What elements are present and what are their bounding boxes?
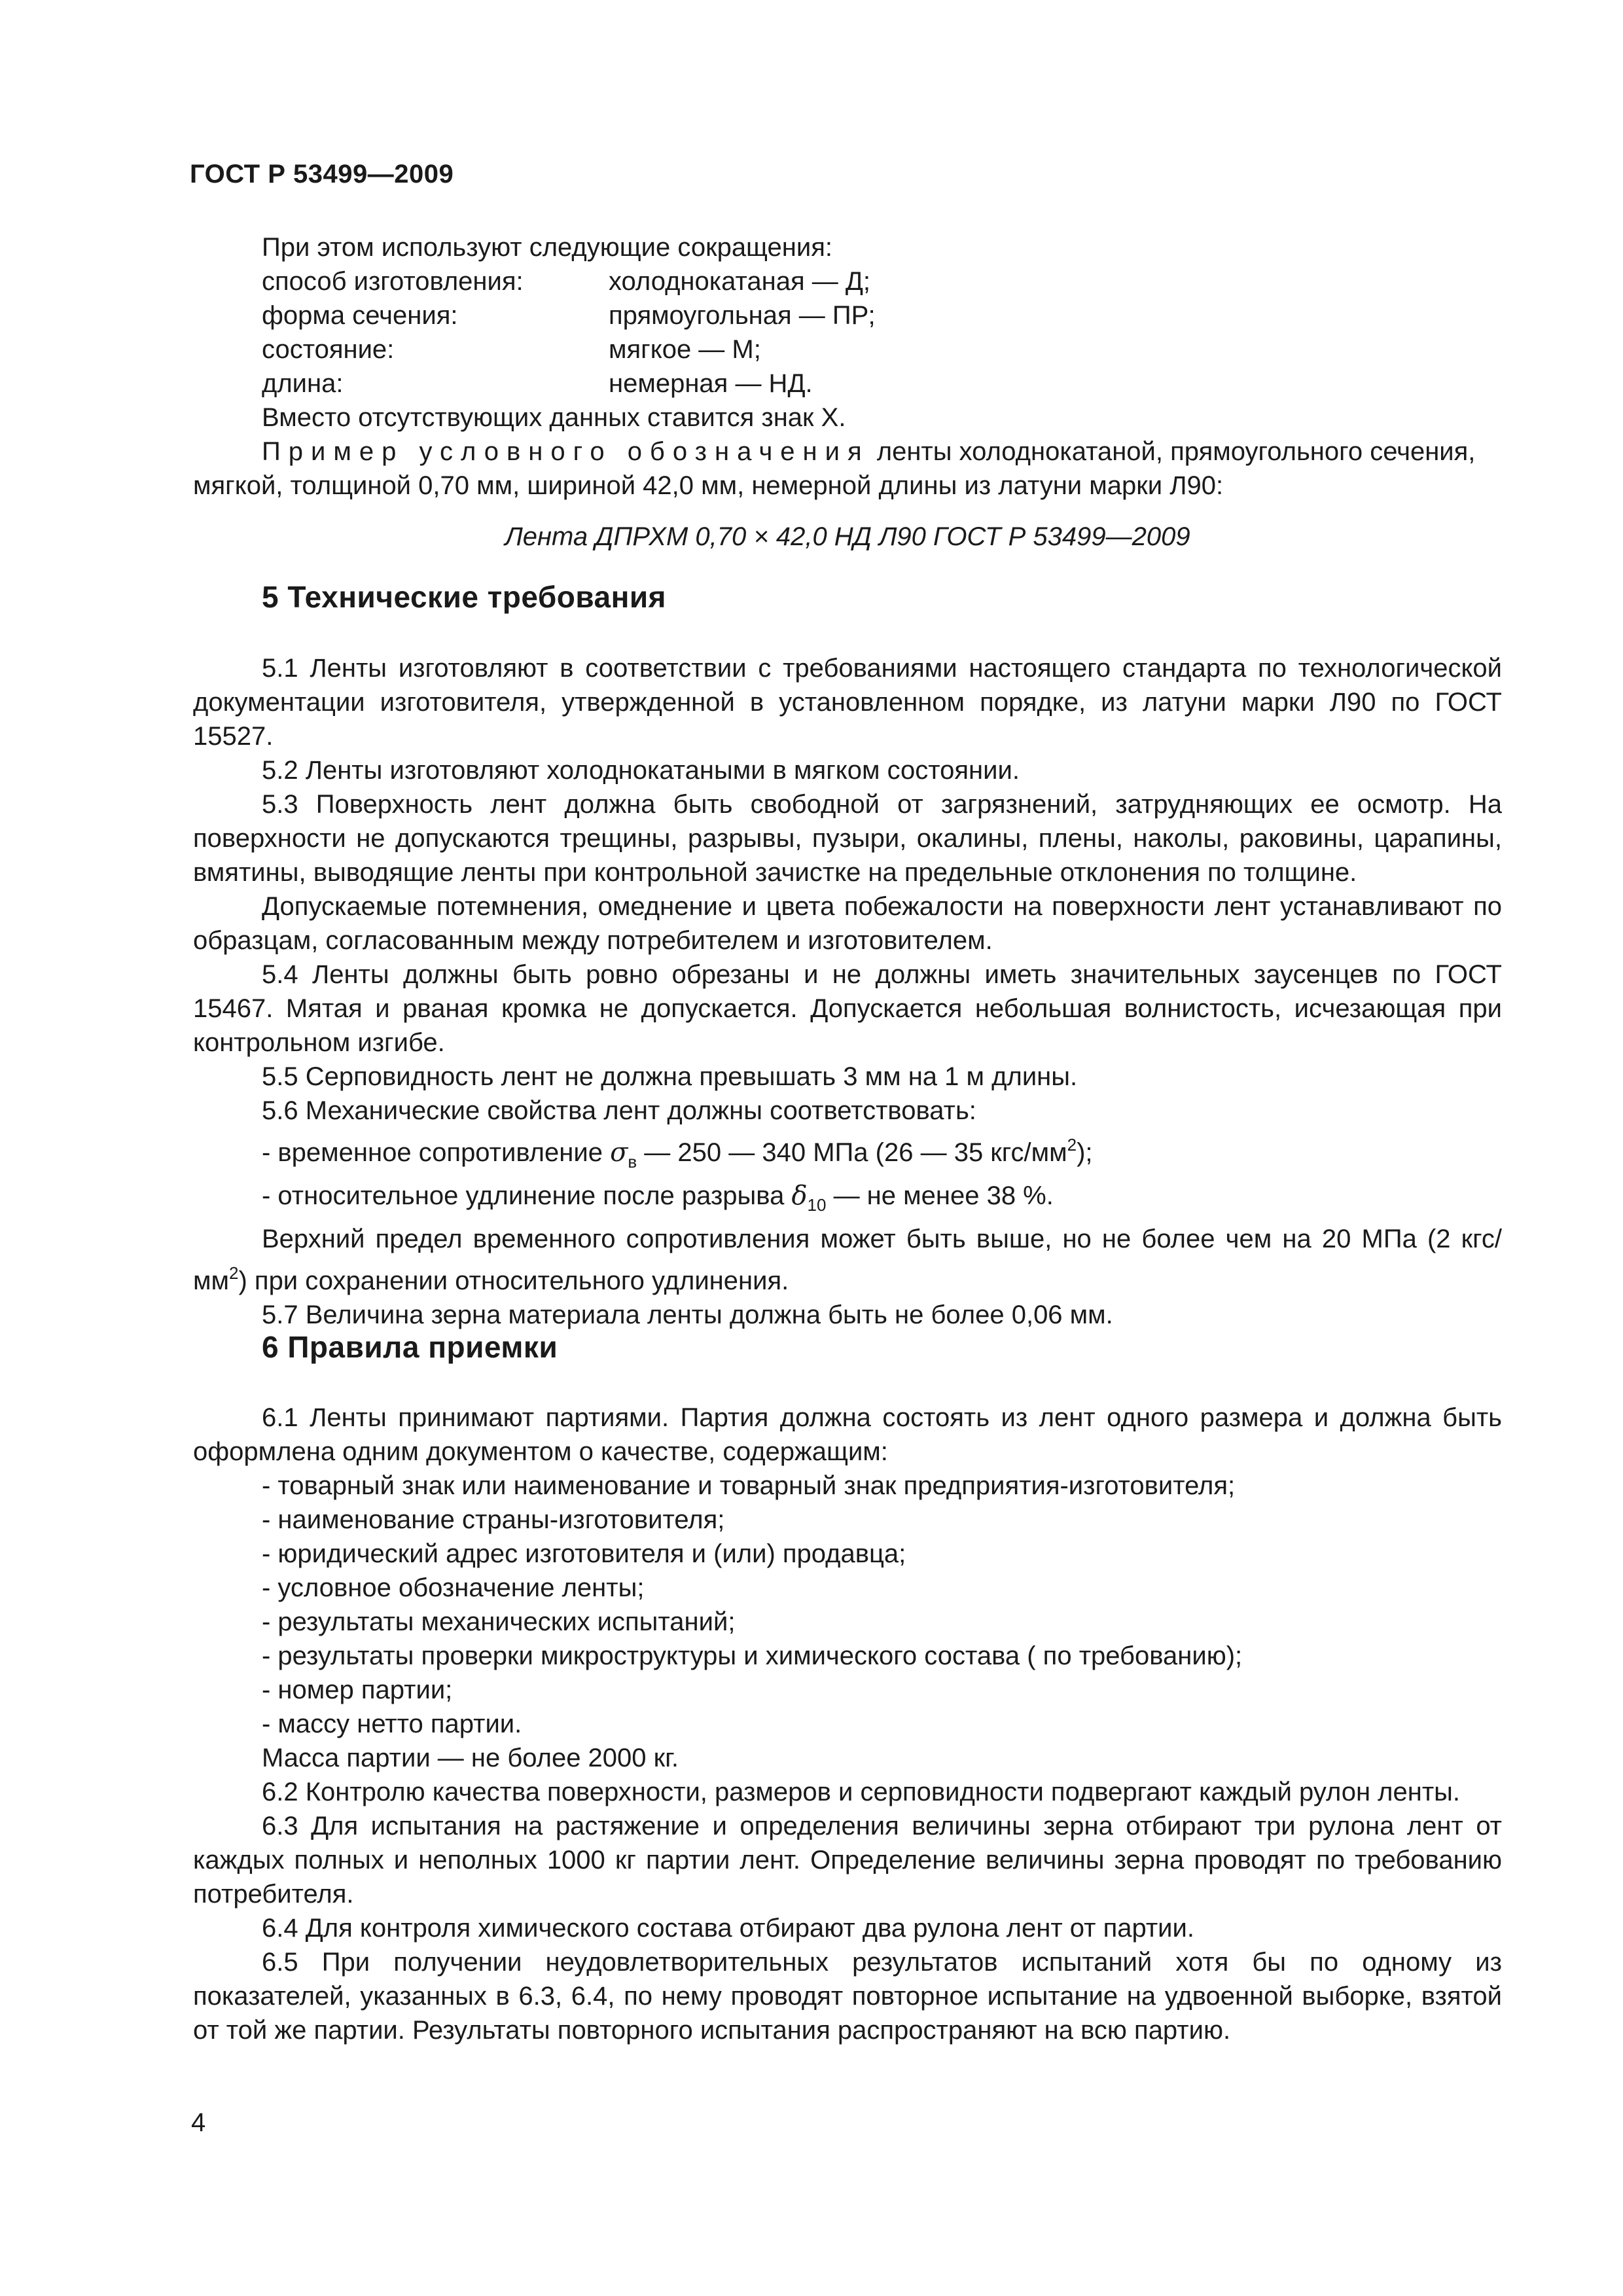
example-paragraph [193,435,1502,469]
sigma-symbol: σ [610,1138,628,1168]
upper-limit-text-2: ) при сохранении относительного удлинения. [238,1266,789,1295]
section-6-body [193,1401,1502,2047]
section-6-title: 6 Правила приемки [262,1330,558,1364]
abbreviation-row [193,298,1502,332]
example-text-1: ленты холоднокатаной, прямоугольного сечения, [869,437,1476,466]
example-label: Пример условного обозначения [262,437,870,466]
upper-limit-paragraph [193,1222,1502,1298]
unit-superscript: 2 [229,1263,239,1283]
abbreviation-key: форма сечения: [262,301,458,330]
list-item: - условное обозначение ленты; [262,1573,645,1602]
list-item: - массу нетто партии. [262,1710,522,1738]
abbreviation-value: немерная — НД. [609,369,813,398]
document-id: ГОСТ Р 53499—2009 [190,160,454,188]
paragraph-5-5: 5.5 Серповидность лент не должна превышать 3 мм на 1 м длины. [262,1062,1078,1091]
example-text-2: мягкой, толщиной 0,70 мм, шириной 42,0 мм, немерной длины из латуни марки Л90: [193,471,1224,500]
elongation-label: - относительное удлинение после разрыва [262,1181,792,1210]
example-designation: Лента ДПРХМ 0,70 × 42,0 НД Л90 ГОСТ Р 53499—2009 [505,522,1190,551]
section-5-body [193,651,1502,1332]
abbreviation-key: длина: [262,369,344,398]
paragraph-5-3: 5.3 Поверхность лент должна быть свободной от загрязнений, затрудняющих ее осмотр. На поверхности не допускаются трещины, разрывы, пузыри, окалины, плены, наколы, раковины, царапины, вмятины, выводящие ленты при контрольной зачистке на предельные отклонения по толщине. [193,790,1502,887]
paragraph-6-3: 6.3 Для испытания на растяжение и определения величины зерна отбирают три рулона лент от каждых полных и неполных 1000 кг партии лент. Определение величины зерна проводят по требованию потребителя. [193,1812,1502,1909]
abbreviation-value: мягкое — М; [609,335,761,364]
abbreviations-block [193,230,1502,554]
missing-data-note: Вместо отсутствующих данных ставится знак X. [262,403,846,432]
paragraph-5-1: 5.1 Ленты изготовляют в соответствии с требованиями настоящего стандарта по технологической документации изготовителя, утвержденной в установленном порядке, из латуни марки Л90 по ГОСТ 15527. [193,654,1502,751]
paragraph-6-2: 6.2 Контролю качества поверхности, размеров и серповидности подвергают каждый рулон ленты. [262,1778,1461,1806]
paragraph-5-2: 5.2 Ленты изготовляют холоднокатаными в мягком состоянии. [262,756,1020,785]
paragraph-6-4: 6.4 Для контроля химического состава отбирают два рулона лент от партии. [262,1914,1194,1943]
list-item: - результаты механических испытаний; [262,1607,736,1636]
tensile-strength-end: ); [1077,1138,1093,1167]
list-item: - юридический адрес изготовителя и (или) продавца; [262,1539,906,1568]
paragraph-5-3-b: Допускаемые потемнения, омеднение и цвета побежалости на поверхности лент устанавливают по образцам, согласованным между потребителем и изготовителем. [193,892,1502,955]
abbreviation-key: способ изготовления: [262,267,524,296]
abbreviation-row [193,367,1502,401]
abbreviations-intro: При этом используют следующие сокращения: [262,233,832,262]
tensile-strength-item [193,1128,1502,1179]
paragraph-5-7: 5.7 Величина зерна материала ленты должна быть не более 0,06 мм. [262,1300,1113,1329]
list-item: - результаты проверки микроструктуры и химического состава ( по требованию); [262,1641,1243,1670]
delta-symbol: δ [791,1181,808,1211]
paragraph-6-5: 6.5 При получении неудовлетворительных результатов испытаний хотя бы по одному из показателей, указанных в 6.3, 6.4, по нему проводят повторное испытание на удвоенной выборке, взятой от той же партии. Результаты повторного испытания распространяют на всю партию. [193,1948,1502,2045]
delta-subscript: 10 [807,1195,827,1215]
batch-mass: Масса партии — не более 2000 кг. [262,1744,679,1772]
abbreviation-key: состояние: [262,335,395,364]
elongation-value: — не менее 38 %. [826,1181,1054,1210]
abbreviation-value: прямоугольная — ПР; [609,301,876,330]
list-item: - товарный знак или наименование и товарный знак предприятия-изготовителя; [262,1471,1236,1500]
abbreviation-row [193,332,1502,367]
paragraph-5-6: 5.6 Механические свойства лент должны соответствовать: [262,1096,976,1125]
paragraph-6-1: 6.1 Ленты принимают партиями. Партия должна состоять из лент одного размера и должна быть оформлена одним документом о качестве, содержащим: [193,1403,1502,1466]
paragraph-5-4: 5.4 Ленты должны быть ровно обрезаны и не должны иметь значительных заусенцев по ГОСТ 15467. Мятая и рваная кромка не допускается. Допускается небольшая волнистость, исчезающая при контрольном изгибе. [193,960,1502,1057]
list-item: - наименование страны-изготовителя; [262,1505,725,1534]
tensile-strength-value: — 250 — 340 МПа (26 — 35 кгс/мм [637,1138,1067,1167]
elongation-item [193,1179,1502,1222]
unit-superscript: 2 [1067,1135,1077,1155]
section-5-title: 5 Технические требования [262,580,666,614]
abbreviation-row [193,264,1502,298]
upper-limit-text-1: Верхний предел временного сопротивления может быть выше, но не более чем на 20 МПа (2 кгс/мм [193,1225,1502,1295]
sigma-subscript: в [628,1152,637,1172]
page-number: 4 [191,2108,206,2137]
tensile-strength-label: - временное сопротивление [262,1138,611,1167]
abbreviation-value: холоднокатаная — Д; [609,267,871,296]
list-item: - номер партии; [262,1676,453,1704]
